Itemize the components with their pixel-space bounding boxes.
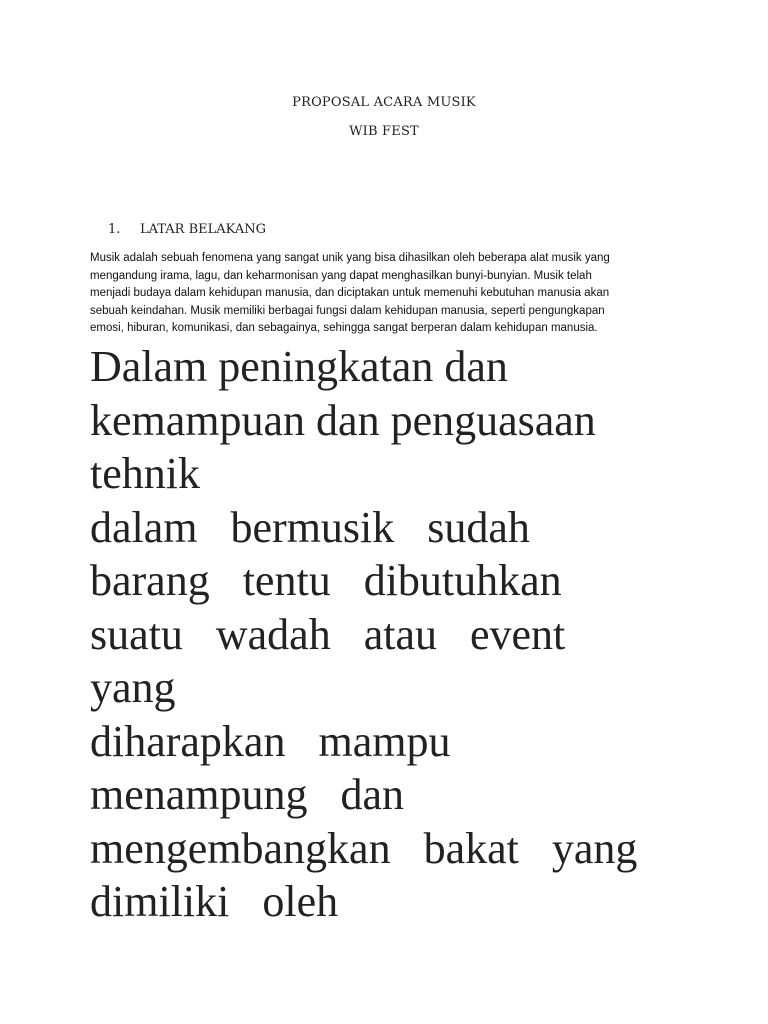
document-title: PROPOSAL ACARA MUSIK [292, 95, 476, 110]
body-line: dalam bermusik sudah [90, 502, 530, 552]
intro-paragraph [90, 250, 675, 338]
document-subtitle: WIB FEST [349, 124, 419, 139]
body-line: dimiliki oleh [90, 877, 339, 926]
body-line: diharapkan mampu [90, 716, 451, 766]
section-title: LATAR BELAKANG [140, 222, 266, 237]
body-line: barang tentu dibutuhkan [90, 556, 562, 605]
body-line: suatu wadah atau event [90, 609, 566, 659]
body-line: kemampuan dan penguasaan [90, 395, 596, 445]
intro-line: mengandung irama, lagu, dan keharmonisan yang dapat menghasilkan bunyi-bunyian. Musik telah [90, 269, 592, 282]
body-line: mengembangkan bakat yang [90, 823, 638, 873]
body-line: menampung dan [90, 770, 405, 819]
section-heading [108, 222, 266, 237]
intro-line: emosi, hiburan, komunikasi, dan sebagainya, sehingga sangat berperan dalam kehidupan manusia. [90, 322, 598, 335]
section-number: 1. [108, 222, 121, 237]
intro-line: Musik adalah sebuah fenomena yang sangat unik yang bisa dihasilkan oleh beberapa alat musik yang [90, 252, 610, 264]
intro-line: menjadi budaya dalam kehidupan manusia, dan diciptakan untuk memenuhi kebutuhan manusia akan [90, 287, 610, 300]
intro-line: sebuah keindahan. Musik memiliki berbagai fungsi dalam kehidupan manusia, seperti̇ pengungkapan [90, 304, 605, 317]
body-paragraph [90, 340, 750, 929]
body-line: yang [90, 663, 176, 712]
body-line: Dalam peningkatan dan [90, 342, 508, 391]
body-line: tehnik [90, 449, 200, 498]
